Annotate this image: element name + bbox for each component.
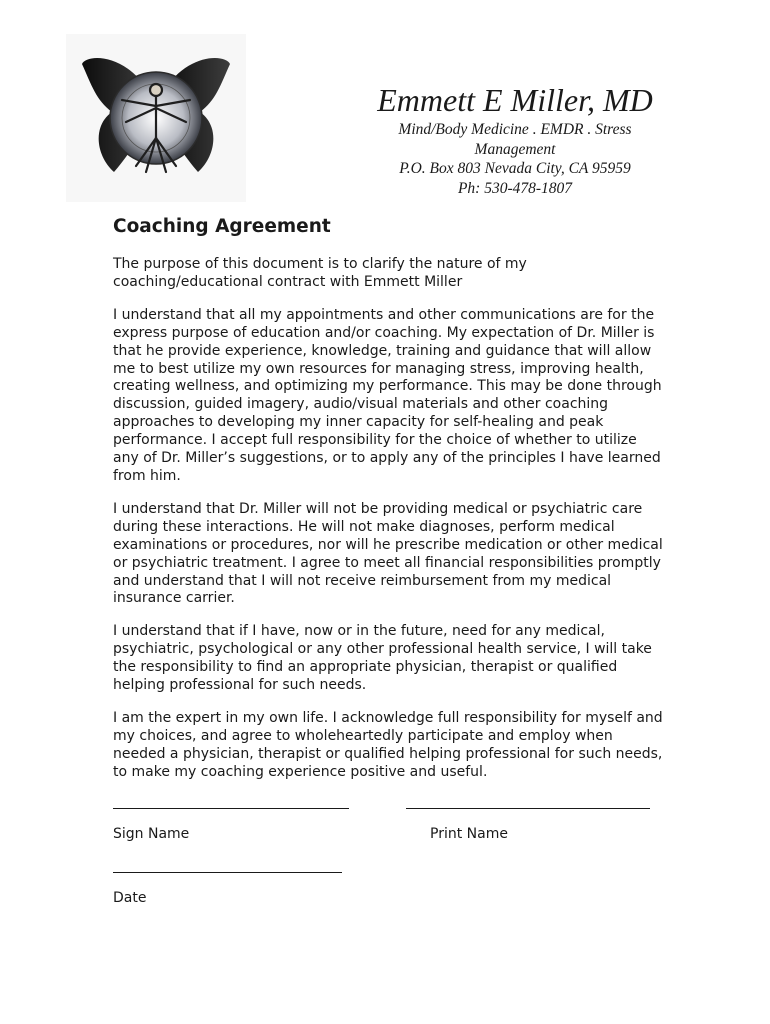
- paragraph-no-medical-care: I understand that Dr. Miller will not be providing medical or psychiatric care during these interactions. He will not make diagnoses, perform medical examinations or procedures, nor will he prescribe medication or other medical or psychiatric treatment. I agree to meet all financial responsibilities promptly and understand that I will not receive reimbursement from my medical insurance carrier.: [113, 500, 663, 607]
- print-name-line[interactable]: [406, 808, 650, 809]
- document-title: Coaching Agreement: [113, 216, 331, 237]
- doctor-name: Emmett E Miller, MD: [377, 82, 653, 118]
- butterfly-logo-icon: [66, 34, 246, 202]
- specialties-line-1: Mind/Body Medicine . EMDR . Stress: [398, 121, 632, 138]
- paragraph-professional-services: I understand that if I have, now or in the future, need for any medical, psychiatric, psychological or any other professional health service, I will take the responsibility to find an appropriate physician, therapist or qualified helping professional for such needs.: [113, 623, 652, 694]
- sign-name-label: Sign Name: [113, 826, 190, 842]
- date-line[interactable]: [113, 872, 342, 873]
- paragraph-responsibility: I am the expert in my own life. I acknowledge full responsibility for myself and my choices, and agree to wholeheartedly participate and employ when needed a physician, therapist or qualified helping professional for such needs, to make my coaching experience positive and useful.: [113, 709, 663, 780]
- purpose-statement: The purpose of this document is to clarify the nature of my coaching/educational contract with Emmett Miller: [113, 256, 527, 290]
- paragraph-coaching-scope: I understand that all my appointments and other communications are for the express purpose of education and/or coaching. My expectation of Dr. Miller is that he provide experience, knowledge, training and guidance that will allow me to best utilize my own resources for managing stress, improving health, creating wellness, and optimizing my performance. This may be done through discussion, guided imagery, audio/visual materials and other coaching approaches to developing my inner capacity for self-healing and peak performance. I accept full responsibility for the choice of whether to utilize any of Dr. Miller’s suggestions, or to apply any of the principles I have learned from him.: [113, 306, 662, 484]
- print-name-label: Print Name: [430, 826, 508, 842]
- vitruvian-butterfly-logo: [66, 34, 246, 202]
- sign-name-line[interactable]: [113, 808, 349, 809]
- letterhead: [330, 80, 700, 198]
- mailing-address: P.O. Box 803 Nevada City, CA 95959: [399, 160, 631, 177]
- date-label: Date: [113, 890, 147, 906]
- specialties-line-2: Management: [474, 140, 556, 158]
- agreement-body: [113, 214, 663, 797]
- phone-number: Ph: 530-478-1807: [457, 179, 573, 197]
